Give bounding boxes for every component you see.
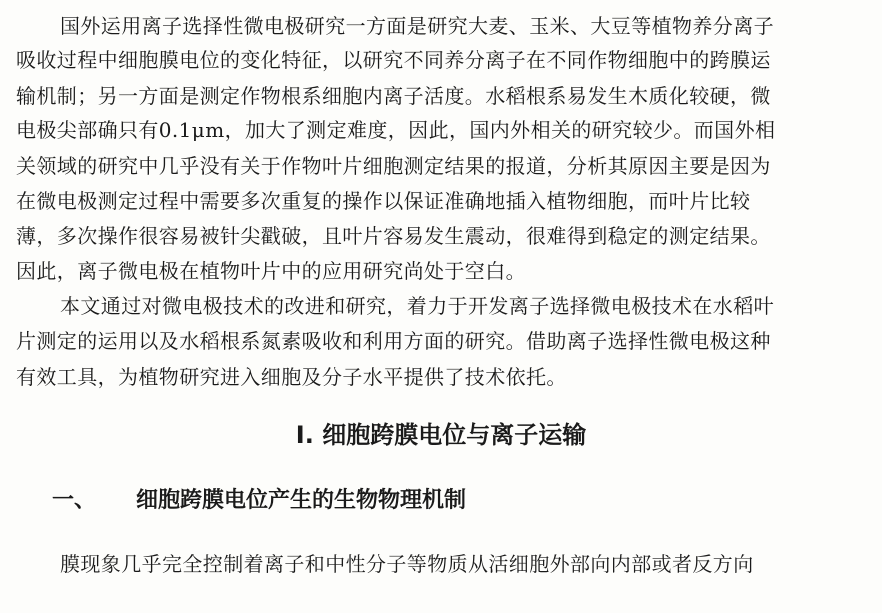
paragraph-line: 本文通过对微电极技术的改进和研究，着力于开发离子选择微电极技术在水稻叶	[60, 294, 774, 318]
paragraph-line: 关领域的研究中几乎没有关于作物叶片细胞测定结果的报道，分析其原因主要是因为	[16, 154, 771, 178]
subsection-number: 一、	[52, 488, 97, 513]
paragraph-line: 国外运用离子选择性微电极研究一方面是研究大麦、玉米、大豆等植物养分离子	[60, 14, 774, 38]
paragraph-line: 薄，多次操作很容易被针尖戳破，且叶片容易发生震动，很难得到稳定的测定结果。	[16, 224, 771, 248]
subsection-title: 细胞跨膜电位产生的生物物理机制	[136, 488, 467, 513]
section-title: Ⅰ. 细胞跨膜电位与离子运输	[295, 421, 587, 449]
paragraph-line: 输机制；另一方面是测定作物根系细胞内离子活度。水稻根系易发生木质化较硬，微	[16, 84, 771, 108]
paragraph-line: 有效工具，为植物研究进入细胞及分子水平提供了技术依托。	[16, 365, 567, 389]
paragraph-line: 膜现象几乎完全控制着离子和中性分子等物质从活细胞外部向内部或者反方向	[60, 552, 754, 576]
paragraph-line: 因此，离子微电极在植物叶片中的应用研究尚处于空白。	[16, 259, 526, 283]
paragraph-line: 电极尖部确只有0.1μm，加大了测定难度，因此，国内外相关的研究较少。而国外相	[16, 118, 776, 142]
paragraph-line: 吸收过程中细胞膜电位的变化特征，以研究不同养分离子在不同作物细胞中的跨膜运	[16, 48, 771, 72]
paragraph-line: 在微电极测定过程中需要多次重复的操作以保证准确地插入植物细胞，而叶片比较	[16, 189, 751, 213]
paragraph-line: 片测定的运用以及水稻根系氮素吸收和利用方面的研究。借助离子选择性微电极这种	[16, 329, 771, 353]
